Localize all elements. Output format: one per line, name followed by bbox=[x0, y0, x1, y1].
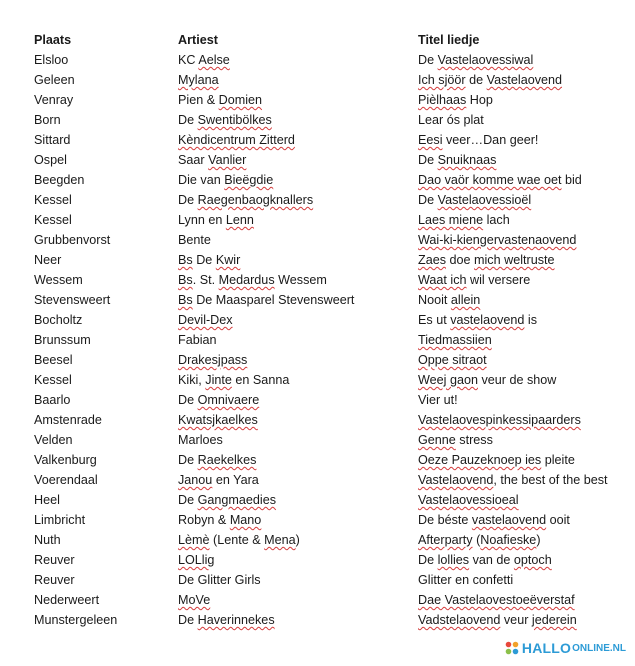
spellcheck-word: Bs bbox=[178, 293, 193, 307]
cell-artiest bbox=[178, 290, 354, 310]
text-segment: en Sanna bbox=[231, 373, 290, 387]
spellcheck-word: Snuiknaas bbox=[437, 153, 497, 167]
cell-artiest bbox=[178, 230, 211, 250]
cell-plaats: Kessel bbox=[34, 373, 72, 387]
text-segment: ( bbox=[472, 533, 481, 547]
table-row bbox=[0, 510, 635, 530]
cell-artiest bbox=[178, 490, 276, 510]
spellcheck-word: Domien bbox=[218, 93, 263, 107]
spellcheck-word: allein bbox=[450, 293, 481, 307]
text-segment: Robyn & bbox=[178, 513, 230, 527]
text-segment: (Lente & bbox=[209, 533, 265, 547]
cell-artiest bbox=[178, 170, 273, 190]
spellcheck-word: Laes miene bbox=[418, 213, 484, 227]
spellcheck-word: Ich sjöör bbox=[418, 73, 466, 87]
text-segment: De béste bbox=[418, 513, 472, 527]
cell-plaats: Voerendaal bbox=[34, 473, 98, 487]
table-row bbox=[0, 290, 635, 310]
table-row bbox=[0, 170, 635, 190]
text-segment: Kiki, bbox=[178, 373, 206, 387]
cell-titel bbox=[418, 70, 562, 90]
spellcheck-word: Vadstelaovend bbox=[418, 613, 501, 627]
text-segment: De bbox=[418, 553, 438, 567]
cell-artiest bbox=[178, 550, 214, 570]
header-artiest: Artiest bbox=[178, 33, 218, 47]
table-row bbox=[0, 270, 635, 290]
spellcheck-word: Wai-ki-kiengervastenaovend bbox=[418, 233, 577, 247]
cell-plaats: Reuver bbox=[34, 573, 75, 587]
spellcheck-word: Haverinnekes bbox=[197, 613, 275, 627]
cell-titel bbox=[418, 530, 541, 550]
cell-plaats: Neer bbox=[34, 253, 62, 267]
cell-artiest bbox=[178, 470, 259, 490]
text-segment: Fabian bbox=[178, 333, 217, 347]
cell-plaats: Beesel bbox=[34, 353, 73, 367]
text-segment: Pien & bbox=[178, 93, 219, 107]
text-segment: KC bbox=[178, 53, 199, 67]
text-segment: Wessem bbox=[274, 273, 327, 287]
cell-titel bbox=[418, 290, 480, 310]
spellcheck-word: Noafieske bbox=[480, 533, 537, 547]
text-segment: De bbox=[178, 493, 198, 507]
spellcheck-word: jederein bbox=[531, 613, 577, 627]
cell-artiest bbox=[178, 330, 217, 350]
table-row bbox=[0, 570, 635, 590]
spellcheck-word: Bieëgdie bbox=[224, 173, 274, 187]
cell-artiest bbox=[178, 270, 327, 290]
text-segment: De bbox=[178, 113, 198, 127]
table-row bbox=[0, 590, 635, 610]
logo-text-online: ONLINE.NL bbox=[572, 642, 626, 654]
cell-titel bbox=[418, 370, 556, 390]
cell-titel bbox=[418, 610, 577, 630]
cell-titel bbox=[418, 550, 552, 570]
cell-plaats: Stevensweert bbox=[34, 293, 111, 307]
table-row bbox=[0, 550, 635, 570]
spellcheck-word: Weej gaon bbox=[418, 373, 478, 387]
cell-artiest bbox=[178, 390, 259, 410]
cell-artiest bbox=[178, 570, 261, 590]
text-segment: Vier ut! bbox=[418, 393, 458, 407]
header-plaats: Plaats bbox=[34, 33, 72, 47]
text-segment: pleite bbox=[541, 453, 575, 467]
spellcheck-word: Medardus bbox=[218, 273, 275, 287]
cell-plaats: Elsloo bbox=[34, 53, 69, 67]
spellcheck-word: MoVe bbox=[178, 593, 211, 607]
text-segment: Die van bbox=[178, 173, 225, 187]
cell-artiest bbox=[178, 370, 289, 390]
text-segment: De Glitter Girls bbox=[178, 573, 261, 587]
cell-plaats: Munstergeleen bbox=[34, 613, 118, 627]
hallo-online-logo bbox=[505, 638, 626, 658]
text-segment: is bbox=[524, 313, 538, 327]
cell-titel bbox=[418, 270, 530, 290]
cell-plaats: Baarlo bbox=[34, 393, 71, 407]
text-segment: ooit bbox=[546, 513, 570, 527]
cell-plaats: Bocholtz bbox=[34, 313, 83, 327]
table-header bbox=[0, 30, 635, 50]
cell-plaats: Brunssum bbox=[34, 333, 91, 347]
cell-titel bbox=[418, 510, 570, 530]
text-segment: De Maasparel Stevensweert bbox=[192, 293, 355, 307]
cell-plaats: Nederweert bbox=[34, 593, 100, 607]
table-row bbox=[0, 370, 635, 390]
text-segment: stress bbox=[455, 433, 493, 447]
logo-text-hallo: HALLO bbox=[521, 640, 572, 656]
cell-artiest bbox=[178, 150, 246, 170]
spellcheck-word: Drakesjpass bbox=[178, 353, 248, 367]
text-segment: Nooit bbox=[418, 293, 451, 307]
text-segment: De bbox=[418, 153, 438, 167]
cell-artiest bbox=[178, 90, 262, 110]
cell-titel bbox=[418, 150, 496, 170]
text-segment: veur de show bbox=[477, 373, 557, 387]
spellcheck-word: Vastelaovessiwal bbox=[437, 53, 534, 67]
cell-plaats: Beegden bbox=[34, 173, 85, 187]
cell-plaats: Ospel bbox=[34, 153, 67, 167]
spellcheck-word: Vastelaovessioël bbox=[437, 193, 532, 207]
spellcheck-word: Mano bbox=[229, 513, 262, 527]
cell-plaats: Geleen bbox=[34, 73, 75, 87]
cell-plaats: Amstenrade bbox=[34, 413, 102, 427]
cell-artiest bbox=[178, 70, 219, 90]
cell-plaats: Grubbenvorst bbox=[34, 233, 111, 247]
spellcheck-word: Gangmaedies bbox=[197, 493, 277, 507]
cell-plaats: Velden bbox=[34, 433, 73, 447]
spellcheck-word: Genne bbox=[418, 433, 456, 447]
cell-artiest bbox=[178, 210, 254, 230]
table-row bbox=[0, 530, 635, 550]
cell-artiest bbox=[178, 110, 272, 130]
cell-titel bbox=[418, 110, 484, 130]
text-segment: wil versere bbox=[466, 273, 531, 287]
text-segment: De bbox=[418, 193, 438, 207]
spellcheck-word: Dae Vastelaovestoeëverstaf bbox=[418, 593, 575, 607]
cell-artiest bbox=[178, 190, 313, 210]
table-row bbox=[0, 350, 635, 370]
cell-plaats: Wessem bbox=[34, 273, 83, 287]
cell-titel bbox=[418, 90, 493, 110]
text-segment: Lynn en bbox=[178, 213, 226, 227]
spellcheck-word: Mena bbox=[264, 533, 296, 547]
text-segment: Glitter en confetti bbox=[418, 573, 514, 587]
spellcheck-word: Pièlhaas bbox=[418, 93, 467, 107]
cell-titel bbox=[418, 210, 510, 230]
cell-plaats: Venray bbox=[34, 93, 74, 107]
cell-titel bbox=[418, 470, 608, 490]
cell-artiest bbox=[178, 130, 295, 150]
spellcheck-word: Vastelaovessioeal bbox=[418, 493, 519, 507]
text-segment: De bbox=[192, 253, 216, 267]
text-segment: Lear ós plat bbox=[418, 113, 484, 127]
table-row bbox=[0, 50, 635, 70]
spellcheck-word: Afterparty bbox=[418, 533, 473, 547]
text-segment: Marloes bbox=[178, 433, 223, 447]
spellcheck-word: Omnivaere bbox=[197, 393, 260, 407]
spellcheck-word: Oeze Pauzeknoep ies bbox=[418, 453, 542, 467]
spellcheck-word: Jinte bbox=[205, 373, 232, 387]
cell-titel bbox=[418, 230, 576, 250]
cell-titel bbox=[418, 130, 538, 150]
table-row bbox=[0, 230, 635, 250]
cell-plaats: Nuth bbox=[34, 533, 61, 547]
cell-artiest bbox=[178, 310, 233, 330]
table-row bbox=[0, 90, 635, 110]
spellcheck-word: Vastelaovend bbox=[418, 473, 494, 487]
spellcheck-word: Vanlier bbox=[208, 153, 247, 167]
spellcheck-word: vastelaovend bbox=[471, 513, 547, 527]
cell-artiest bbox=[178, 410, 258, 430]
text-segment: veer…Dan geer! bbox=[442, 133, 539, 147]
text-segment: Saar bbox=[178, 153, 209, 167]
table-row bbox=[0, 490, 635, 510]
cell-artiest bbox=[178, 450, 256, 470]
spellcheck-word: Swentibölkes bbox=[197, 113, 272, 127]
cell-titel bbox=[418, 430, 493, 450]
text-segment: Hop bbox=[466, 93, 493, 107]
table-row bbox=[0, 390, 635, 410]
table-row bbox=[0, 210, 635, 230]
table-row bbox=[0, 190, 635, 210]
text-segment: De bbox=[418, 53, 438, 67]
cell-artiest bbox=[178, 510, 261, 530]
spellcheck-word: Bs bbox=[178, 253, 193, 267]
spellcheck-word: vastelaovend bbox=[450, 313, 525, 327]
spellcheck-word: Devil-Dex bbox=[178, 313, 233, 327]
spellcheck-word: Eesi bbox=[418, 133, 443, 147]
cell-artiest bbox=[178, 530, 300, 550]
text-segment: de bbox=[465, 73, 487, 87]
table-row bbox=[0, 470, 635, 490]
text-segment: Bente bbox=[178, 233, 211, 247]
cell-titel bbox=[418, 390, 458, 410]
cell-plaats: Reuver bbox=[34, 553, 75, 567]
spellcheck-word: Raegenbaogknallers bbox=[197, 193, 314, 207]
table-row bbox=[0, 330, 635, 350]
text-segment: . St. bbox=[192, 273, 219, 287]
table-row bbox=[0, 250, 635, 270]
spellcheck-word: Bs bbox=[178, 273, 193, 287]
cell-artiest bbox=[178, 590, 210, 610]
spellcheck-word: Raekelkes bbox=[197, 453, 257, 467]
text-segment: en Yara bbox=[212, 473, 259, 487]
cell-titel bbox=[418, 350, 487, 370]
spellcheck-word: Janou bbox=[178, 473, 213, 487]
text-segment: , the best of the best bbox=[493, 473, 608, 487]
cell-artiest bbox=[178, 430, 223, 450]
table-row bbox=[0, 110, 635, 130]
spellcheck-word: Kèndicentrum Zitterd bbox=[178, 133, 295, 147]
spellcheck-word: Aelse bbox=[198, 53, 230, 67]
table-row bbox=[0, 410, 635, 430]
table-row bbox=[0, 310, 635, 330]
spellcheck-word: LOLlig bbox=[178, 553, 215, 567]
cell-titel bbox=[418, 170, 582, 190]
table-row bbox=[0, 430, 635, 450]
text-segment: veur bbox=[500, 613, 532, 627]
header-titel: Titel liedje bbox=[418, 33, 480, 47]
spellcheck-word: Oppe sitraot bbox=[418, 353, 487, 367]
cell-titel bbox=[418, 570, 513, 590]
cell-titel bbox=[418, 190, 531, 210]
spellcheck-word: Mylana bbox=[178, 73, 219, 87]
spellcheck-word: Tiedmassiien bbox=[418, 333, 492, 347]
table-row bbox=[0, 70, 635, 90]
logo-dots-icon bbox=[505, 641, 519, 655]
cell-titel bbox=[418, 330, 492, 350]
table-row bbox=[0, 150, 635, 170]
cell-artiest bbox=[178, 50, 230, 70]
cell-titel bbox=[418, 50, 533, 70]
cell-plaats: Heel bbox=[34, 493, 60, 507]
spellcheck-word: Vastelaovespinkessipaarders bbox=[418, 413, 581, 427]
text-segment: doe bbox=[446, 253, 475, 267]
cell-plaats: Limbricht bbox=[34, 513, 86, 527]
spellcheck-word: Waat ich bbox=[418, 273, 467, 287]
cell-titel bbox=[418, 250, 555, 270]
spellcheck-word: Vastelaovend bbox=[486, 73, 563, 87]
spellcheck-word: Kwir bbox=[215, 253, 241, 267]
cell-plaats: Born bbox=[34, 113, 61, 127]
text-segment: De bbox=[178, 193, 198, 207]
text-segment: bid bbox=[561, 173, 582, 187]
cell-titel bbox=[418, 590, 575, 610]
spellcheck-word: Zaes bbox=[418, 253, 446, 267]
text-segment: De bbox=[178, 613, 198, 627]
cell-plaats: Sittard bbox=[34, 133, 71, 147]
text-segment: De bbox=[178, 393, 198, 407]
text-segment: De bbox=[178, 453, 198, 467]
cell-titel bbox=[418, 410, 581, 430]
spellcheck-word: Lenn bbox=[225, 213, 254, 227]
cell-plaats: Kessel bbox=[34, 193, 72, 207]
text-segment: ) bbox=[295, 533, 300, 547]
spellcheck-word: Kwatsjkaelkes bbox=[178, 413, 258, 427]
text-segment: ) bbox=[536, 533, 541, 547]
table-row bbox=[0, 450, 635, 470]
text-segment: Es ut bbox=[418, 313, 451, 327]
text-segment: lach bbox=[483, 213, 510, 227]
table-row bbox=[0, 130, 635, 150]
table-row bbox=[0, 610, 635, 630]
text-segment: van de bbox=[469, 553, 514, 567]
cell-titel bbox=[418, 490, 519, 510]
cell-artiest bbox=[178, 350, 247, 370]
spellcheck-word: mich weltruste bbox=[474, 253, 555, 267]
spellcheck-word: optoch bbox=[513, 553, 552, 567]
cell-titel bbox=[418, 310, 537, 330]
spellcheck-word: Lèmè bbox=[178, 533, 210, 547]
cell-plaats: Valkenburg bbox=[34, 453, 97, 467]
spellcheck-word: Dao vaör komme wae oet bbox=[418, 173, 562, 187]
cell-titel bbox=[418, 450, 575, 470]
cell-plaats: Kessel bbox=[34, 213, 72, 227]
cell-artiest bbox=[178, 610, 275, 630]
spellcheck-word: lollies bbox=[437, 553, 470, 567]
cell-artiest bbox=[178, 250, 240, 270]
